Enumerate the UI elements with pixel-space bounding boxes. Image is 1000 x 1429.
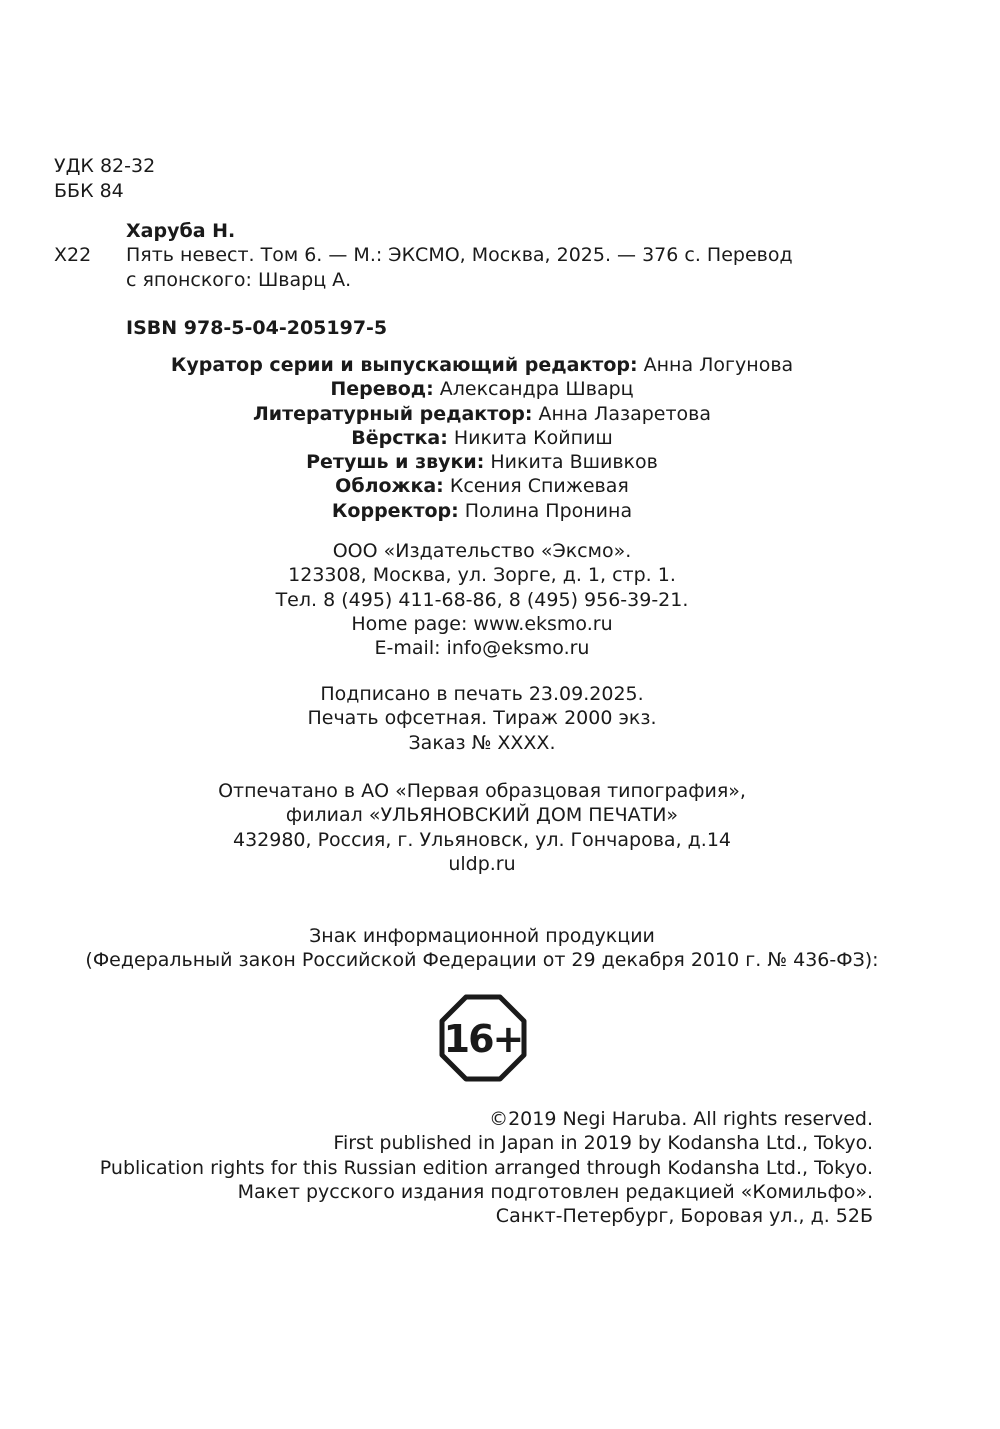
publisher-line: 123308, Москва, ул. Зорге, д. 1, стр. 1. [288, 564, 676, 587]
printer-line: uldp.ru [448, 852, 516, 875]
credits-block [0, 353, 964, 523]
info-sign-line: (Федеральный закон Российской Федерации от 29 декабря 2010 г. № 436-ФЗ): [85, 949, 879, 972]
credit-role: Вёрстка: [351, 426, 448, 449]
credit-name: Полина Пронина [464, 499, 633, 522]
credit-role: Обложка: [335, 475, 444, 498]
age-rating-label: 16+ [443, 1017, 523, 1061]
publisher-line: Тел. 8 (495) 411-68-86, 8 (495) 956-39-21. [275, 588, 689, 611]
info-sign-line: Знак информационной продукции [309, 925, 655, 947]
copyright-block [100, 1107, 873, 1228]
credit-row [0, 402, 964, 426]
publisher-block [0, 539, 964, 660]
printer-block [0, 779, 964, 876]
credit-name: Никита Койпиш [453, 426, 613, 449]
credit-row [0, 474, 964, 498]
printer-line: филиал «УЛЬЯНОВСКИЙ ДОМ ПЕЧАТИ» [285, 804, 679, 827]
info-sign-block [0, 924, 964, 973]
credit-row [0, 353, 964, 377]
author-name: Харуба Н. [126, 220, 236, 242]
credit-row [0, 377, 964, 401]
isbn: ISBN 978-5-04-205197-5 [126, 317, 388, 339]
printing-info-block [0, 682, 964, 755]
printing-info-line: Подписано в печать 23.09.2025. [320, 683, 644, 705]
copyright-line: Санкт-Петербург, Боровая ул., д. 52Б [495, 1205, 873, 1228]
publisher-line: ООО «Издательство «Эксмо». [332, 540, 632, 562]
credit-name: Анна Лазаретова [538, 402, 711, 425]
credit-role: Куратор серии и выпускающий редактор: [170, 354, 638, 376]
credit-name: Ксения Спижевая [449, 475, 629, 498]
description-line-2: с японского: Шварц А. [126, 269, 352, 291]
credit-row [0, 426, 964, 450]
credit-row [0, 499, 964, 523]
author-mark: Х22 [54, 244, 92, 266]
credit-name: Никита Вшивков [490, 451, 658, 474]
credit-row [0, 450, 964, 474]
copyright-line: Макет русского издания подготовлен редакцией «Комильфо». [237, 1180, 873, 1203]
printing-info-line: Заказ № ХХХХ. [408, 731, 556, 754]
age-rating-badge [439, 994, 527, 1082]
printing-info-line: Печать офсетная. Тираж 2000 экз. [307, 707, 657, 730]
printer-line: 432980, Россия, г. Ульяновск, ул. Гончарова, д.14 [232, 828, 732, 851]
copyright-line: ©2019 Negi Haruba. All rights reserved. [489, 1108, 873, 1130]
credit-name: Александра Шварц [439, 378, 634, 401]
copyright-line: Publication rights for this Russian edition arranged through Kodansha Ltd., Tokyo. [99, 1156, 873, 1179]
credit-role: Литературный редактор: [253, 402, 533, 425]
publisher-line: E-mail: info@eksmo.ru [374, 637, 590, 660]
bbk-code: ББК 84 [54, 180, 124, 202]
publisher-line: Home page: www.eksmo.ru [351, 612, 613, 635]
copyright-line: First published in Japan in 2019 by Kodansha Ltd., Tokyo. [333, 1132, 873, 1155]
credit-role: Перевод: [330, 378, 434, 401]
credit-role: Корректор: [331, 499, 459, 522]
udk-code: УДК 82-32 [54, 155, 156, 177]
description-line-1: Пять невест. Том 6. — М.: ЭКСМО, Москва, 2025. — 376 с. Перевод [126, 244, 793, 266]
credit-name: Анна Логунова [643, 354, 794, 376]
printer-line: Отпечатано в АО «Первая образцовая типография», [218, 780, 746, 802]
credit-role: Ретушь и звуки: [306, 451, 485, 474]
